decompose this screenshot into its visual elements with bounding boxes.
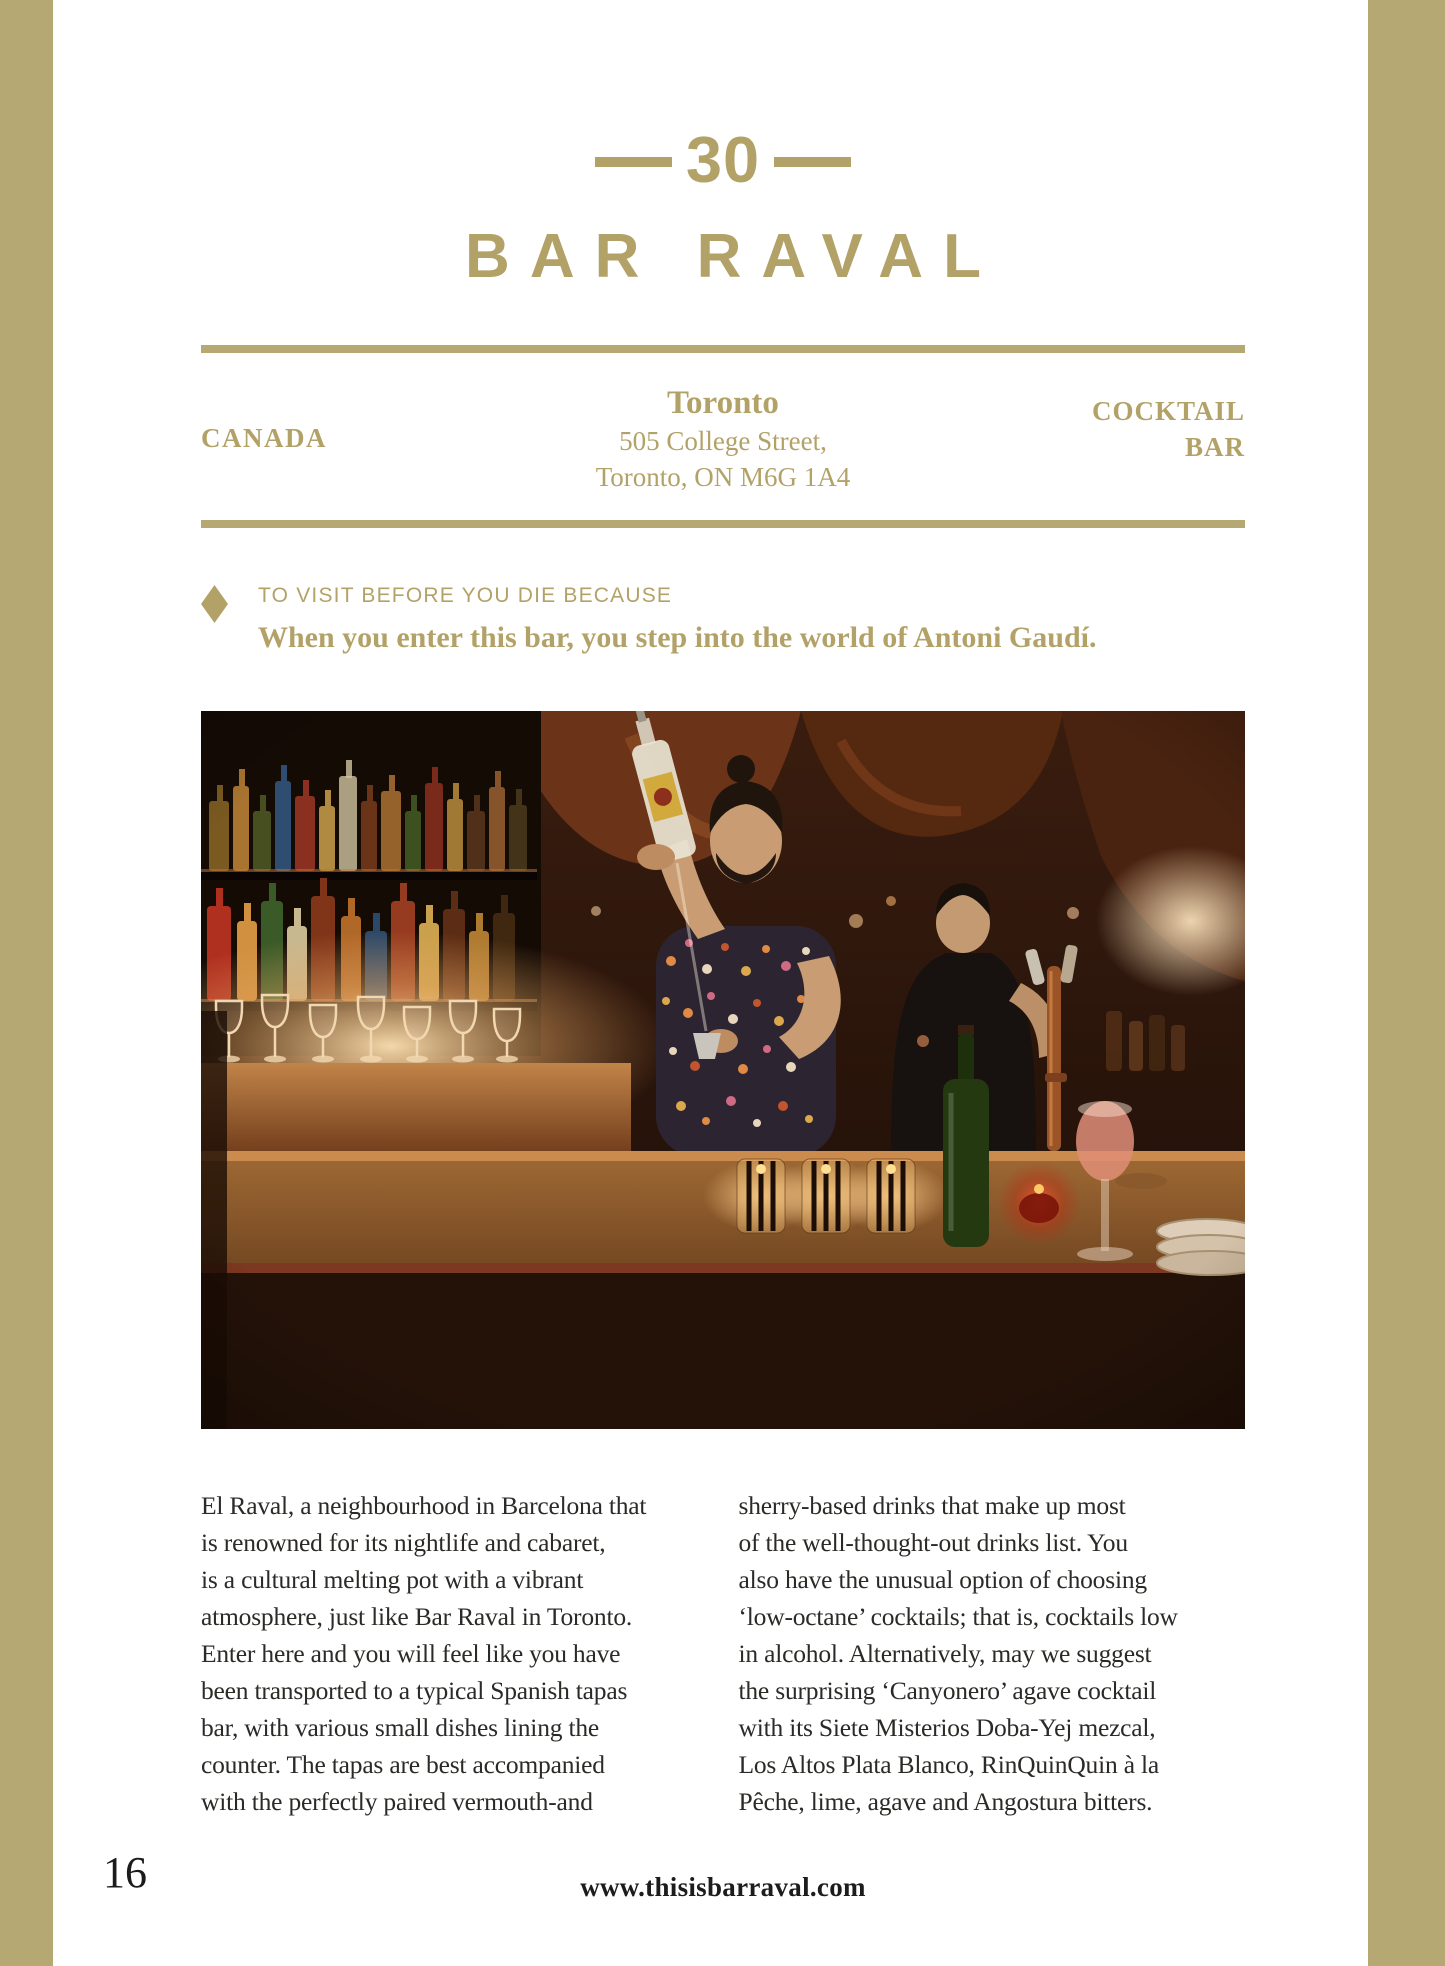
page-content [201, 0, 1245, 1820]
text-line: been transported to a typical Spanish tapas [201, 1676, 628, 1705]
text-line: with the perfectly paired vermouth-and [201, 1787, 593, 1816]
reason-text [258, 583, 1096, 657]
category-line-2: BAR [1184, 432, 1245, 462]
text-line: with its Siete Misterios Doba-Yej mezcal, [738, 1713, 1156, 1742]
bar-photo [201, 711, 1245, 1429]
text-line: also have the unusual option of choosing [738, 1565, 1147, 1594]
text-line: sherry-based drinks that make up most [738, 1491, 1126, 1520]
text-line: the surprising ‘Canyonero’ agave cocktail [738, 1676, 1157, 1705]
body-column-right [739, 1487, 1246, 1820]
body-column-left [201, 1487, 708, 1820]
dash-left-icon [595, 157, 672, 167]
location-block [596, 383, 851, 495]
entry-number-value: 30 [685, 123, 761, 196]
diamond-icon [201, 585, 228, 623]
reason-statement: When you enter this bar, you step into the world of Antoni Gaudí. [258, 621, 1097, 654]
city-label: Toronto [667, 385, 779, 421]
address-line-2: Toronto, ON M6G 1A4 [595, 462, 851, 492]
dash-right-icon [774, 157, 851, 167]
text-line: is renowned for its nightlife and cabaret, [201, 1528, 606, 1557]
text-line: in alcohol. Alternatively, may we suggest [738, 1639, 1152, 1668]
text-line: is a cultural melting pot with a vibrant [201, 1565, 584, 1594]
entry-number [201, 0, 1245, 196]
text-line: Pêche, lime, agave and Angostura bitters. [738, 1787, 1153, 1816]
vignette [201, 711, 1245, 1429]
country-label: CANADA [201, 423, 327, 453]
text-line: bar, with various small dishes lining the [201, 1713, 600, 1742]
text-line: of the well-thought-out drinks list. You [738, 1528, 1128, 1557]
text-line: El Raval, a neighbourhood in Barcelona that [201, 1491, 647, 1520]
right-gold-border [1368, 0, 1445, 1966]
page-title: BAR RAVAL [465, 222, 1001, 291]
left-gold-border [0, 0, 53, 1966]
body-text [201, 1487, 1245, 1820]
reason-eyebrow: TO VISIT BEFORE YOU DIE BECAUSE [258, 584, 673, 607]
category-label [850, 393, 1245, 495]
text-line: atmosphere, just like Bar Raval in Toronto. [201, 1602, 633, 1631]
website-url: www.thisisbarraval.com [580, 1872, 866, 1902]
category-line-1: COCKTAIL [1091, 396, 1245, 426]
bottom-rule [201, 520, 1245, 528]
text-line: ‘low-octane’ cocktails; that is, cocktails low [738, 1602, 1178, 1631]
reason-section [201, 583, 1245, 657]
text-line: Los Altos Plata Blanco, RinQuinQuin à la [738, 1750, 1160, 1779]
top-rule [201, 345, 1245, 353]
info-band [201, 383, 1245, 495]
address-line-1: 505 College Street, [619, 426, 827, 456]
page-number: 16 [103, 1848, 147, 1897]
text-line: counter. The tapas are best accompanied [201, 1750, 605, 1779]
text-line: Enter here and you will feel like you have [201, 1639, 621, 1668]
